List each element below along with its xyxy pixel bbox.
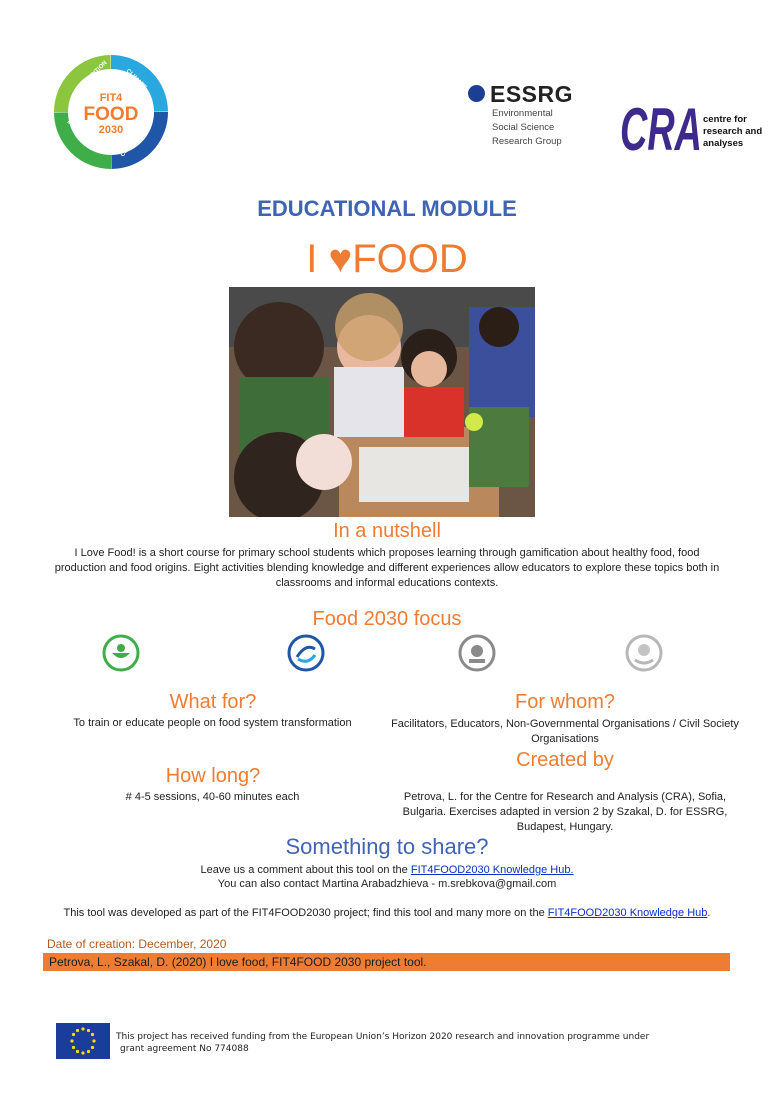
date-of-creation: Date of creation: December, 2020 <box>47 937 227 951</box>
logo-ring-circularity: CIRCULARITY <box>119 123 151 159</box>
module-label: EDUCATIONAL MODULE <box>257 196 517 221</box>
logo-2030-text: 2030 <box>98 124 124 136</box>
circularity-icon <box>457 633 497 673</box>
share-contact-text: You can also contact Martina Arabadzhieva - m.srebkova@gmail.com <box>217 878 557 890</box>
created-by-text: Petrova, L. for the Centre for Research and Analysis (CRA), Sofia, Bulgaria. Exercises adapted in version 2 by Szakal, D. for ESSRG, Budapest, Hungary. <box>402 791 728 833</box>
logo-fit4-text: FIT4 <box>99 92 123 104</box>
what-for-text: To train or educate people on food system transformation <box>73 717 352 729</box>
development-line <box>0 907 774 919</box>
nutrition-icon <box>101 633 141 673</box>
main-title <box>0 234 774 284</box>
funding-line-1: This project has received funding from the European Union’s Horizon 2020 research and innovation programme under <box>116 1032 650 1042</box>
heart-icon: ♥ <box>328 237 353 281</box>
title-suffix: FOOD <box>352 237 468 281</box>
focus-heading: Food 2030 focus <box>312 608 462 630</box>
fit4food-logo <box>53 54 169 170</box>
citation-bar <box>43 953 730 971</box>
title-prefix: I <box>306 237 329 281</box>
knowledge-hub-link-2[interactable]: FIT4FOOD2030 Knowledge Hub <box>547 907 708 919</box>
essrg-name: ESSRG <box>490 81 574 107</box>
logo-food-text: FOOD <box>83 104 139 125</box>
how-long-heading: How long? <box>165 765 261 787</box>
cra-text-2: research and <box>703 126 763 137</box>
logo-ring-innovation: INNOVATION <box>65 119 94 152</box>
essrg-logo <box>468 82 598 152</box>
climate-icon <box>286 633 326 673</box>
children-photo <box>229 287 535 517</box>
essrg-subtitle-2: Social Science <box>492 122 555 133</box>
eu-flag-icon <box>56 1023 110 1059</box>
cra-text-3: analyses <box>703 138 744 149</box>
innovation-icon <box>624 633 664 673</box>
cra-letters: CRA <box>620 96 702 160</box>
what-for-heading: What for? <box>169 691 257 713</box>
logo-ring-climate: CLIMATE <box>124 68 148 91</box>
essrg-subtitle-1: Environmental <box>492 108 553 119</box>
nutshell-heading: In a nutshell <box>333 520 441 542</box>
essrg-subtitle-3: Research Group <box>492 136 562 147</box>
cra-text-1: centre for <box>703 114 747 125</box>
development-text: This tool was developed as part of the FIT4FOOD2030 project; find this tool and many more on the <box>63 907 548 919</box>
essrg-dot-icon <box>468 85 485 102</box>
for-whom-text: Facilitators, Educators, Non-Governmental Organisations / Civil Society Organisations <box>391 718 739 745</box>
nutshell-text: I Love Food! is a short course for primary school students which proposes learning through gamification about healthy food, food production and food origins. Eight activities blending knowledge and different experiences allow educators to explore these topics both in classrooms and informal educations contexts. <box>54 547 720 589</box>
created-by-heading: Created by <box>516 749 614 771</box>
share-comment-text: Leave us a comment about this tool on the <box>200 864 411 876</box>
funding-line-2: grant agreement No 774088 <box>120 1044 249 1054</box>
logo-ring-nutrition: NUTRITION <box>81 60 109 88</box>
development-suffix: . <box>707 907 711 919</box>
share-comment-line <box>0 864 774 876</box>
citation-text: Petrova, L., Szakal, D. (2020) I love food, FIT4FOOD 2030 project tool. <box>49 955 427 969</box>
for-whom-heading: For whom? <box>514 691 616 713</box>
knowledge-hub-link[interactable]: FIT4FOOD2030 Knowledge Hub. <box>410 864 574 876</box>
cra-logo <box>620 70 770 160</box>
funding-statement <box>116 1031 716 1055</box>
share-heading: Something to share? <box>285 834 489 859</box>
how-long-text: # 4-5 sessions, 40-60 minutes each <box>125 791 300 803</box>
